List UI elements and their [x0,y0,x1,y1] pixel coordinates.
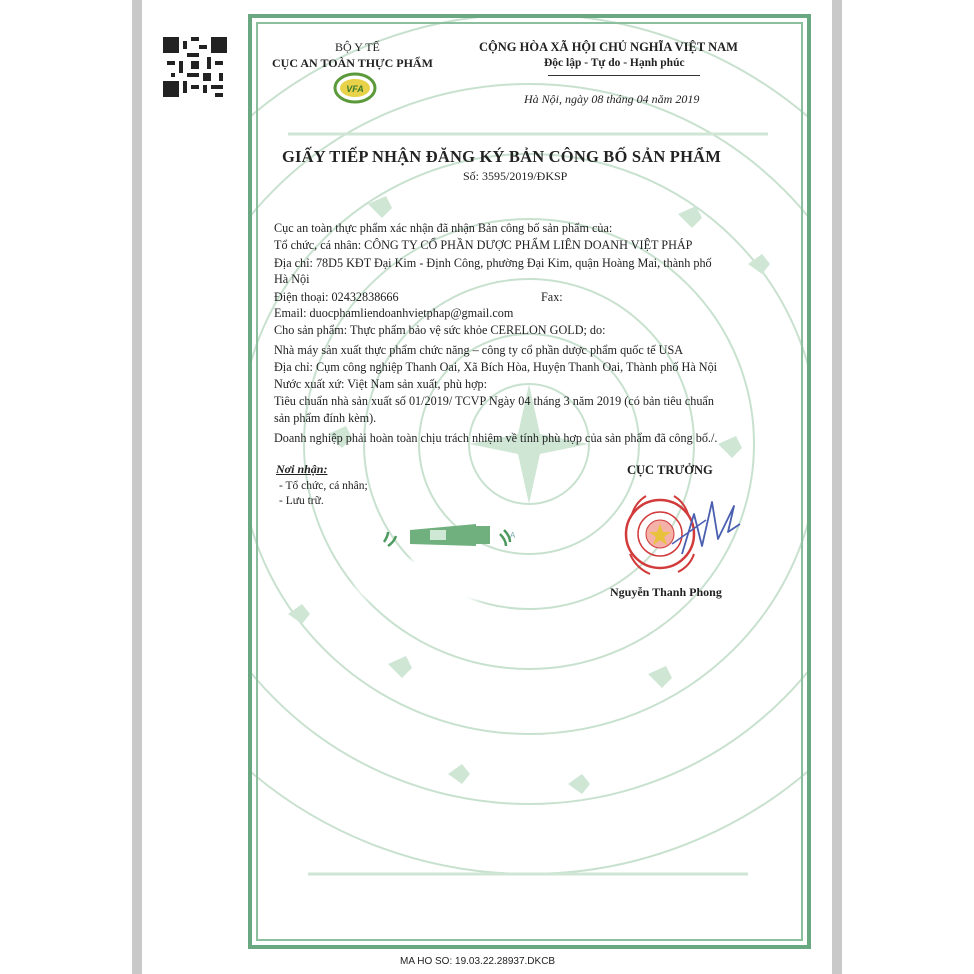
redaction-patch [355,560,585,600]
ministry-name: BỘ Y TẾ [335,40,380,54]
body-line: Nhà máy sản xuất thực phẩm chức năng – công ty cổ phần dược phẩm quốc tế USA [274,343,684,357]
tube-label: A [510,531,516,540]
body-line: Nước xuất xứ: Việt Nam sản xuất, phù hợp: [274,377,488,391]
body-line: Hà Nội [274,272,310,286]
vfa-logo [333,72,377,104]
recipients-title: Nơi nhận: [276,462,328,476]
body-line: Điện thoại: 02432838666 [274,290,399,304]
body-line: Doanh nghiệp phải hoàn toàn chịu trách nhiệm về tính phù hợp của sản phẩm đã công bố./. [274,431,718,445]
qr-code [163,37,227,97]
body-line: Tiêu chuẩn nhà sản xuất số 01/2019/ TCVP Ngày 04 tháng 3 năm 2019 (có bản tiêu chuẩn [274,394,714,408]
body-line: Tổ chức, cá nhân: CÔNG TY CỔ PHẦN DƯỢC PHẨM LIÊN DOANH VIỆT PHÁP [274,238,693,252]
fax-label: Fax: [541,290,563,304]
body-line: Cục an toàn thực phẩm xác nhận đã nhận Bản công bố sản phẩm của: [274,221,613,235]
recipient-item: - Lưu trữ. [279,495,324,507]
recipient-item: - Tổ chức, cá nhân; [279,480,368,492]
document-title: GIẤY TIẾP NHẬN ĐĂNG KÝ BẢN CÔNG BỐ SẢN PHẨM [282,147,722,166]
body-line: Email: duocphamliendoanhvietphap@gmail.com [274,306,514,320]
right-page-edge [832,0,842,974]
document-number: Số: 3595/2019/ĐKSP [463,169,568,183]
issue-dateline: Hà Nội, ngày 08 tháng 04 năm 2019 [524,92,700,106]
signer-position: CỤC TRƯỞNG [627,463,713,477]
signer-name: Nguyễn Thanh Phong [610,585,722,599]
vfa-logo-text: VFA [346,84,364,94]
department-name: CỤC AN TOÀN THỰC PHẨM [272,56,433,70]
republic-name: CỘNG HÒA XÃ HỘI CHỦ NGHĨA VIỆT NAM [479,40,738,54]
left-page-edge [132,0,142,974]
national-motto: Độc lập - Tự do - Hạnh phúc [544,57,685,69]
body-line: Địa chỉ: Cụm công nghiệp Thanh Oai, Xã Bích Hòa, Huyện Thanh Oai, Thành phố Hà Nội [274,360,718,374]
body-line: Cho sản phẩm: Thực phẩm bảo vệ sức khỏe CERELON GOLD; do: [274,323,606,337]
official-seal [622,484,742,584]
motto-underline [548,75,700,76]
body-line: Địa chỉ: 78D5 KĐT Đại Kim - Định Công, phường Đại Kim, quận Hoàng Mai, thành phố [274,256,712,270]
dossier-code: MA HO SO: 19.03.22.28937.DKCB [400,956,556,967]
product-tube-icon [380,516,520,560]
body-line: sản phẩm đính kèm). [274,411,377,425]
